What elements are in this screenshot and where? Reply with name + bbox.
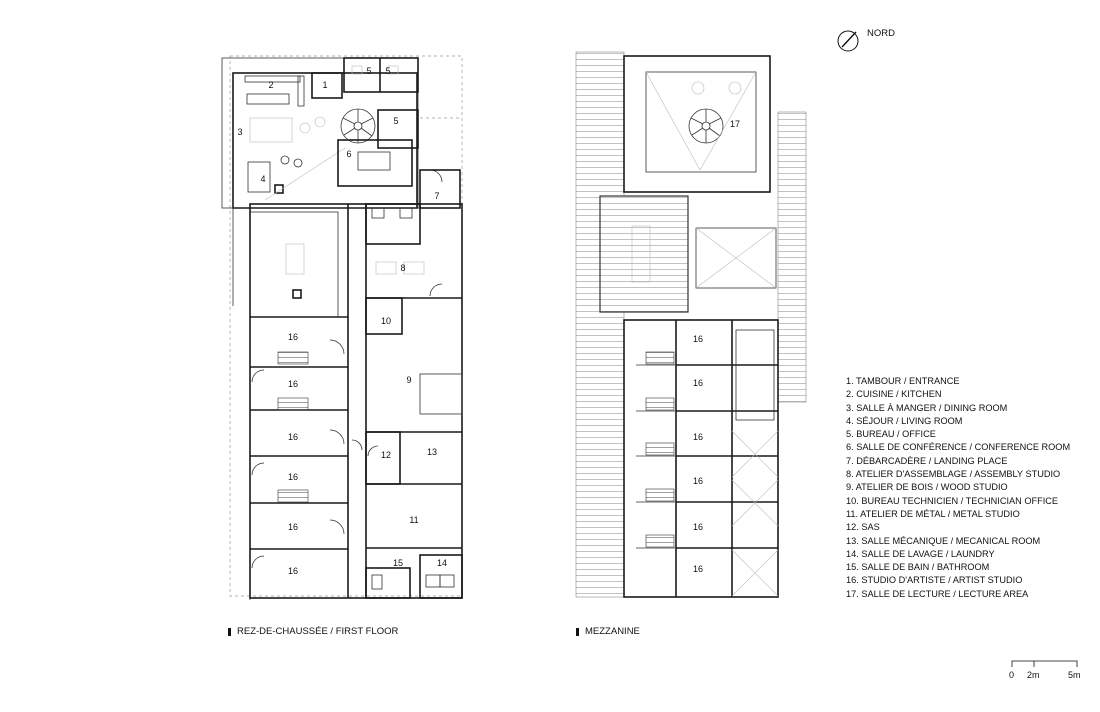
scale-mid: 2m (1027, 670, 1040, 680)
room-number: 16 (287, 332, 299, 342)
room-number: 16 (692, 334, 704, 344)
caption-marker (228, 628, 231, 636)
legend-item: 2. CUISINE / KITCHEN (846, 389, 942, 400)
room-number: 16 (692, 564, 704, 574)
ground-floor-caption-text: REZ-DE-CHAUSSÉE / FIRST FLOOR (237, 626, 399, 637)
room-number: 5 (366, 66, 372, 76)
legend-item: 14. SALLE DE LAVAGE / LAUNDRY (846, 548, 995, 559)
room-number: 16 (287, 566, 299, 576)
mezzanine-plan (576, 52, 806, 597)
room-number: 16 (692, 522, 704, 532)
legend-item: 13. SALLE MÉCANIQUE / MECANICAL ROOM (846, 535, 1041, 546)
offices-5 (344, 58, 418, 92)
legend-item: 6. SALLE DE CONFÉRENCE / CONFERENCE ROOM (846, 442, 1071, 453)
room-number: 16 (287, 522, 299, 532)
sofa (248, 162, 270, 192)
mezzanine-caption-text: MEZZANINE (585, 626, 640, 637)
roof-left (576, 52, 624, 597)
legend-item: 9. ATELIER DE BOIS / WOOD STUDIO (846, 482, 1008, 493)
conference-room (338, 140, 412, 186)
room-number: 3 (237, 127, 243, 137)
legend-item: 5. BUREAU / OFFICE (846, 429, 936, 440)
mezzanine-caption (576, 626, 640, 637)
north-label: NORD (867, 28, 895, 39)
site-boundary (230, 56, 462, 596)
legend-item: 10. BUREAU TECHNICIEN / TECHNICIAN OFFICE (846, 495, 1059, 506)
mezzanine-open-studio (600, 196, 688, 312)
room-number: 16 (692, 476, 704, 486)
roof-right (778, 112, 806, 402)
legend-item: 8. ATELIER D'ASSEMBLAGE / ASSEMBLY STUDIO (846, 469, 1061, 480)
dining-table (250, 118, 292, 142)
legend-item: 12. SAS (846, 522, 880, 533)
ground-floor-caption (228, 626, 398, 637)
legend-item: 1. TAMBOUR / ENTRANCE (846, 376, 960, 386)
room-number: 17 (729, 119, 741, 129)
legend-item: 3. SALLE À MANGER / DINING ROOM (846, 402, 1008, 413)
legend-item: 7. DÉBARCADÈRE / LANDING PLACE (846, 455, 1008, 466)
room-number: 16 (287, 432, 299, 442)
legend-item: 4. SÉJOUR / LIVING ROOM (846, 415, 963, 426)
room-number: 16 (692, 378, 704, 388)
room-number: 10 (380, 316, 392, 326)
room-number: 16 (287, 379, 299, 389)
room-number: 11 (409, 515, 419, 525)
legend-item: 17. SALLE DE LECTURE / LECTURE AREA (846, 588, 1029, 599)
room-number: 13 (426, 447, 438, 457)
room-number: 2 (268, 80, 274, 90)
north-arrow-icon (842, 32, 856, 47)
room-number: 16 (692, 432, 704, 442)
scale-end: 5m (1068, 670, 1081, 680)
legend-item: 11. ATELIER DE MÉTAL / METAL STUDIO (846, 508, 1020, 519)
room-number: 5 (393, 116, 399, 126)
scale-zero: 0 (1009, 670, 1015, 680)
open-studio-left (250, 212, 338, 317)
room-number: 8 (400, 263, 406, 273)
room-number: 5 (385, 66, 391, 76)
caption-marker (576, 628, 579, 636)
scale-bar (1012, 661, 1077, 667)
ground-floor-plan (222, 56, 462, 600)
kitchen-island (247, 94, 289, 104)
room-number: 4 (260, 174, 266, 184)
artist-studios (250, 340, 348, 568)
room-legend (846, 375, 1070, 601)
room-number: 14 (436, 558, 448, 568)
room-number: 12 (380, 450, 392, 460)
room-number: 6 (346, 149, 352, 159)
legend-item: 16. STUDIO D'ARTISTE / ARTIST STUDIO (846, 575, 1023, 586)
legend-item: 15. SALLE DE BAIN / BATHROOM (846, 562, 990, 573)
room-number: 7 (434, 191, 440, 201)
north-arrow (838, 31, 858, 51)
room-number: 9 (406, 375, 412, 385)
room-number: 16 (287, 472, 299, 482)
room-number: 1 (322, 80, 328, 90)
room-number: 15 (392, 558, 404, 568)
